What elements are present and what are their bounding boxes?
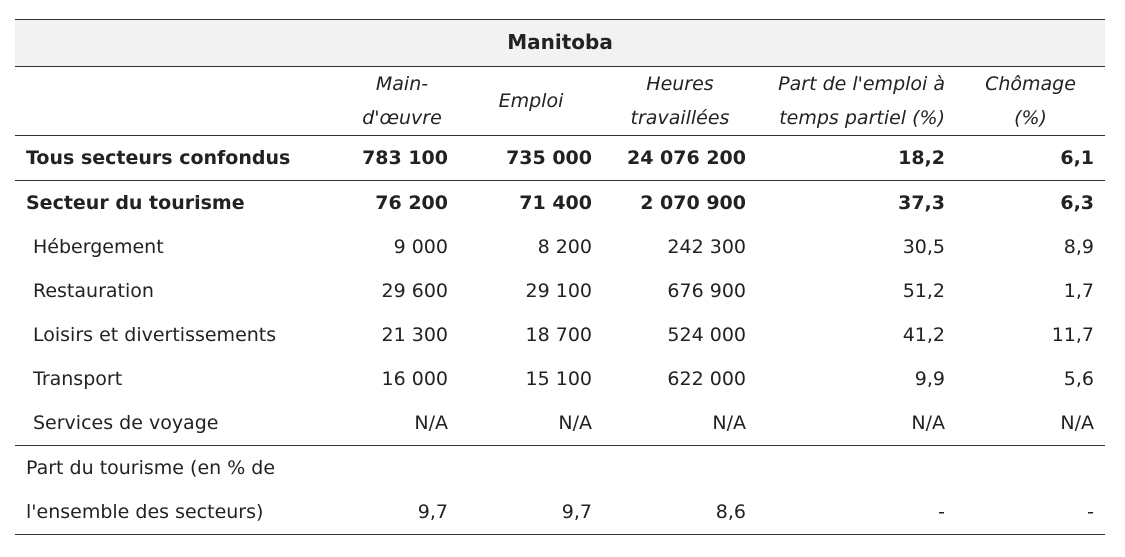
share-cell-main-doeuvre: 9,7 (345, 490, 459, 535)
share-label-line1: Part du tourisme (en % de (26, 457, 276, 479)
cell-emploi: 8 200 (537, 236, 592, 258)
cell-emploi: 18 700 (525, 324, 592, 346)
header-main-doeuvre: Main- d'œuvre (345, 67, 459, 136)
cell-temps-partiel: 41,2 (902, 324, 945, 346)
cell-main-doeuvre: 21 300 (381, 324, 448, 346)
cell-temps-partiel: 18,2 (757, 136, 956, 181)
cell-main-doeuvre: 29 600 (381, 280, 448, 302)
cell-heures: 242 300 (667, 236, 746, 258)
header-heures-travaillees: Heures travaillées (603, 67, 757, 136)
share-cell-emploi: 9,7 (459, 490, 603, 535)
table-row (15, 269, 1105, 313)
column-header-row (15, 67, 1105, 136)
cell-emploi: 29 100 (525, 280, 592, 302)
cell-heures: N/A (603, 401, 757, 446)
cell-temps-partiel: 9,9 (914, 368, 945, 390)
cell-chomage: 1,7 (1063, 280, 1095, 302)
table-title-row (15, 20, 1105, 67)
header-chomage: Chômage (%) (956, 67, 1105, 136)
cell-temps-partiel: 37,3 (898, 192, 945, 214)
share-cell-heures: 8,6 (603, 490, 757, 535)
table-row (15, 357, 1105, 401)
cell-heures: 524 000 (667, 324, 746, 346)
cell-emploi: N/A (459, 401, 603, 446)
header-empty (15, 67, 345, 136)
tourism-employment-table (15, 19, 1105, 535)
row-label: Tous secteurs confondus (15, 136, 345, 181)
cell-heures: 24 076 200 (603, 136, 757, 181)
share-cell-temps-partiel: - (757, 490, 956, 535)
row-label: Services de voyage (15, 401, 345, 446)
row-label: Loisirs et divertissements (33, 324, 277, 346)
table-row (15, 181, 1105, 226)
table-row (15, 136, 1105, 181)
cell-main-doeuvre: 783 100 (345, 136, 459, 181)
cell-main-doeuvre: 16 000 (381, 368, 448, 390)
table-title: Manitoba (15, 20, 1105, 67)
cell-temps-partiel: 51,2 (902, 280, 945, 302)
cell-emploi: 735 000 (459, 136, 603, 181)
cell-chomage: 5,6 (1063, 368, 1095, 390)
cell-heures: 2 070 900 (640, 192, 746, 214)
cell-chomage: 8,9 (1063, 236, 1095, 258)
row-label: Transport (33, 368, 123, 390)
share-row-line1 (15, 446, 1105, 491)
table-row (15, 401, 1105, 446)
share-label-line2: l'ensemble des secteurs) (15, 490, 345, 535)
share-cell-chomage: - (956, 490, 1105, 535)
table-row (15, 225, 1105, 269)
cell-heures: 676 900 (667, 280, 746, 302)
cell-heures: 622 000 (667, 368, 746, 390)
header-part-temps-partiel: Part de l'emploi à temps partiel (%) (757, 67, 956, 136)
cell-chomage: 6,1 (956, 136, 1105, 181)
row-label: Restauration (33, 280, 154, 302)
cell-emploi: 71 400 (519, 192, 592, 214)
cell-chomage: 6,3 (1060, 192, 1095, 214)
table-row (15, 313, 1105, 357)
cell-chomage: N/A (956, 401, 1105, 446)
cell-main-doeuvre: 76 200 (375, 192, 448, 214)
cell-temps-partiel: N/A (757, 401, 956, 446)
cell-main-doeuvre: N/A (345, 401, 459, 446)
header-emploi: Emploi (459, 67, 603, 136)
cell-temps-partiel: 30,5 (902, 236, 945, 258)
share-row-line2 (15, 490, 1105, 535)
row-label: Hébergement (33, 236, 164, 258)
cell-chomage: 11,7 (1051, 324, 1095, 346)
cell-emploi: 15 100 (525, 368, 592, 390)
data-table-container (15, 19, 1105, 535)
cell-main-doeuvre: 9 000 (393, 236, 448, 258)
row-label: Secteur du tourisme (26, 192, 245, 214)
